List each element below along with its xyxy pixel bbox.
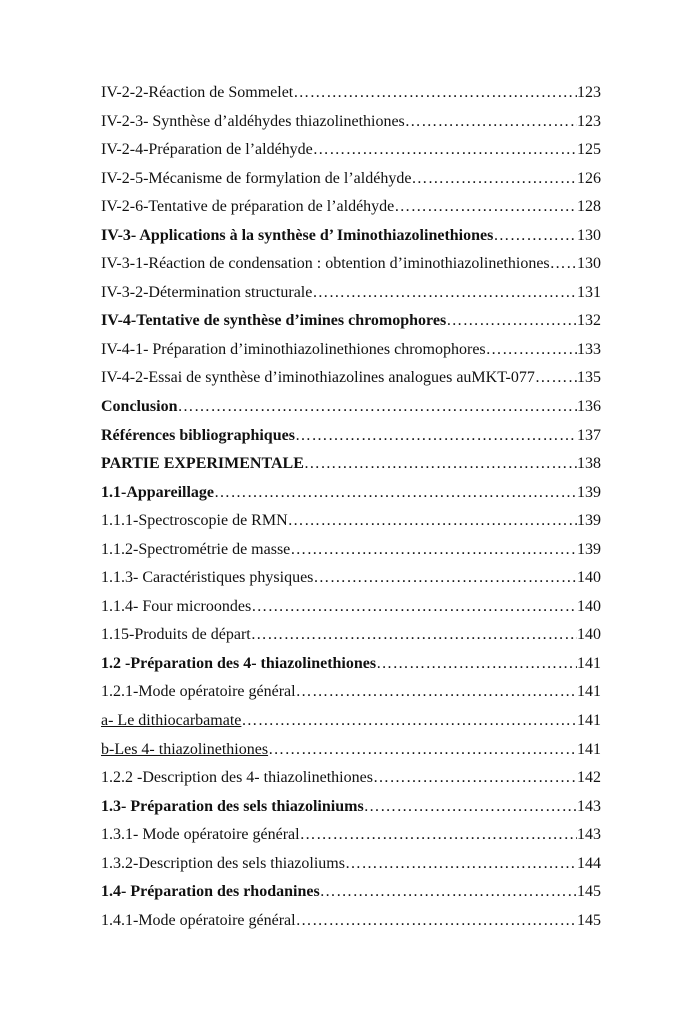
toc-entry-page: 139 — [577, 483, 601, 501]
toc-entry-title: 1.1.4- Four microondes — [101, 597, 252, 615]
toc-leader-dots — [493, 227, 577, 245]
toc-entry-title: IV-3-2-Détermination structurale — [101, 283, 313, 301]
toc-leader-dots — [296, 683, 577, 701]
toc-entry — [101, 484, 601, 513]
toc-entry-page: 145 — [577, 883, 601, 901]
toc-entry — [101, 170, 601, 199]
toc-entry-page: 130 — [577, 226, 601, 244]
toc-leader-dots — [288, 512, 577, 530]
toc-leader-dots — [364, 798, 577, 816]
toc-entry — [101, 84, 601, 113]
toc-entry — [101, 141, 601, 170]
toc-entry-page: 141 — [577, 740, 601, 758]
toc-entry-page: 139 — [577, 540, 601, 558]
toc-entry-page: 126 — [577, 169, 601, 187]
toc-entry-page: 143 — [577, 797, 601, 815]
toc-leader-dots — [312, 284, 577, 302]
toc-entry — [101, 798, 601, 827]
toc-entry-title: 1.4- Préparation des rhodanines — [101, 883, 320, 901]
toc-entry-title: IV-3-1-Réaction de condensation : obtention d’iminothiazolinethiones — [101, 255, 550, 273]
toc-entry-page: 132 — [577, 312, 601, 330]
toc-entry-page: 137 — [577, 426, 601, 444]
toc-leader-dots — [535, 369, 577, 387]
toc-entry — [101, 655, 601, 684]
toc-entry-page: 141 — [577, 683, 601, 701]
toc-leader-dots — [320, 883, 577, 901]
toc-entry-page: 145 — [577, 911, 601, 929]
toc-leader-dots — [313, 569, 577, 587]
toc-entry-page: 130 — [577, 255, 601, 273]
toc-leader-dots — [290, 541, 577, 559]
toc-entry — [101, 741, 601, 770]
toc-entry-title: PARTIE EXPERIMENTALE — [101, 455, 304, 473]
toc-entry — [101, 284, 601, 313]
toc-entry-title: 1.3.2-Description des sels thiazoliums — [101, 854, 345, 872]
toc-entry-title: IV-4-Tentative de synthèse d’imines chromophores — [101, 312, 447, 330]
toc-entry-page: 144 — [577, 854, 601, 872]
toc-entry — [101, 855, 601, 884]
toc-entry-page: 140 — [577, 569, 601, 587]
toc-leader-dots — [550, 255, 577, 273]
toc-entry-title: 1.4.1-Mode opératoire général — [101, 911, 296, 929]
toc-leader-dots — [293, 84, 577, 102]
toc-entry-page: 138 — [577, 455, 601, 473]
toc-entry-page: 133 — [577, 340, 601, 358]
toc-leader-dots — [268, 741, 577, 759]
toc-entry-title: 1.1.3- Caractéristiques physiques — [101, 569, 314, 587]
toc-leader-dots — [313, 141, 577, 159]
toc-leader-dots — [376, 655, 577, 673]
toc-leader-dots — [177, 398, 577, 416]
toc-entry — [101, 626, 601, 655]
toc-leader-dots — [345, 855, 577, 873]
toc-entry-title: IV-4-1- Préparation d’iminothiazolinethiones chromophores — [101, 340, 486, 358]
toc-leader-dots — [304, 455, 577, 473]
toc-entry — [101, 683, 601, 712]
toc-entry — [101, 198, 601, 227]
toc-entry — [101, 227, 601, 256]
toc-leader-dots — [486, 341, 577, 359]
toc-leader-dots — [251, 626, 577, 644]
toc-entry-page: 123 — [577, 112, 601, 130]
toc-entry — [101, 912, 601, 941]
toc-entry — [101, 369, 601, 398]
toc-leader-dots — [411, 170, 577, 188]
toc-entry — [101, 569, 601, 598]
toc-entry-title: IV-2-5-Mécanisme de formylation de l’aldéhyde — [101, 169, 412, 187]
toc-entry-page: 140 — [577, 597, 601, 615]
toc-leader-dots — [251, 598, 577, 616]
toc-entry-title: 1.15-Produits de départ — [101, 626, 251, 644]
toc-entry-title: IV-3- Applications à la synthèse d’ Iminothiazolinethiones — [101, 226, 494, 244]
toc-entry-title: IV-2-3- Synthèse d’aldéhydes thiazolinethiones — [101, 112, 405, 130]
toc-entry — [101, 427, 601, 456]
toc-entry-page: 141 — [577, 654, 601, 672]
toc-entry-page: 128 — [577, 198, 601, 216]
toc-leader-dots — [373, 769, 577, 787]
toc-entry-title: 1.1.1-Spectroscopie de RMN — [101, 512, 288, 530]
toc-entry-title: a- Le dithiocarbamate — [101, 712, 242, 730]
toc-entry-title: 1.1-Appareillage — [101, 483, 215, 501]
toc-entry-title: IV-2-2-Réaction de Sommelet — [101, 84, 294, 101]
toc-entry-title: 1.2.2 -Description des 4- thiazolinethiones — [101, 769, 373, 787]
toc-entry-title: Références bibliographiques — [101, 426, 295, 444]
toc-entry-page: 136 — [577, 398, 601, 416]
toc-entry-title: 1.2.1-Mode opératoire général — [101, 683, 296, 701]
toc-entry — [101, 341, 601, 370]
toc-leader-dots — [296, 912, 577, 930]
toc-entry-title: b-Les 4- thiazolinethiones — [101, 740, 269, 758]
toc-entry-title: Conclusion — [101, 398, 178, 416]
toc-entry — [101, 398, 601, 427]
toc-entry-title: 1.3.1- Mode opératoire général — [101, 826, 300, 844]
toc-entry — [101, 541, 601, 570]
toc-entry-title: IV-4-2-Essai de synthèse d’iminothiazolines analogues auMKT-077 — [101, 369, 535, 387]
toc-entry — [101, 113, 601, 142]
table-of-contents — [101, 84, 601, 940]
toc-entry-page: 131 — [577, 283, 601, 301]
toc-entry — [101, 312, 601, 341]
toc-entry-title: 1.3- Préparation des sels thiazoliniums — [101, 797, 364, 815]
toc-entry — [101, 598, 601, 627]
toc-entry-title: 1.1.2-Spectrométrie de masse — [101, 540, 291, 558]
toc-entry — [101, 883, 601, 912]
toc-entry — [101, 512, 601, 541]
toc-entry-title: IV-2-4-Préparation de l’aldéhyde — [101, 141, 313, 159]
toc-entry-page: 135 — [577, 369, 601, 387]
toc-leader-dots — [300, 826, 577, 844]
toc-leader-dots — [405, 113, 577, 131]
toc-leader-dots — [241, 712, 577, 730]
toc-entry-page: 123 — [577, 84, 601, 101]
toc-entry-page: 139 — [577, 512, 601, 530]
toc-leader-dots — [446, 312, 577, 330]
toc-entry-page: 143 — [577, 826, 601, 844]
toc-entry — [101, 826, 601, 855]
toc-entry-page: 142 — [577, 769, 601, 787]
toc-entry-page: 141 — [577, 712, 601, 730]
toc-entry-page: 140 — [577, 626, 601, 644]
toc-entry-page: 125 — [577, 141, 601, 159]
toc-entry — [101, 712, 601, 741]
toc-leader-dots — [214, 484, 577, 502]
toc-leader-dots — [295, 427, 577, 445]
toc-entry-title: 1.2 -Préparation des 4- thiazolinethiones — [101, 654, 377, 672]
toc-entry — [101, 255, 601, 284]
toc-entry — [101, 455, 601, 484]
toc-entry — [101, 769, 601, 798]
toc-entry-title: IV-2-6-Tentative de préparation de l’aldéhyde — [101, 198, 395, 216]
toc-leader-dots — [394, 198, 577, 216]
